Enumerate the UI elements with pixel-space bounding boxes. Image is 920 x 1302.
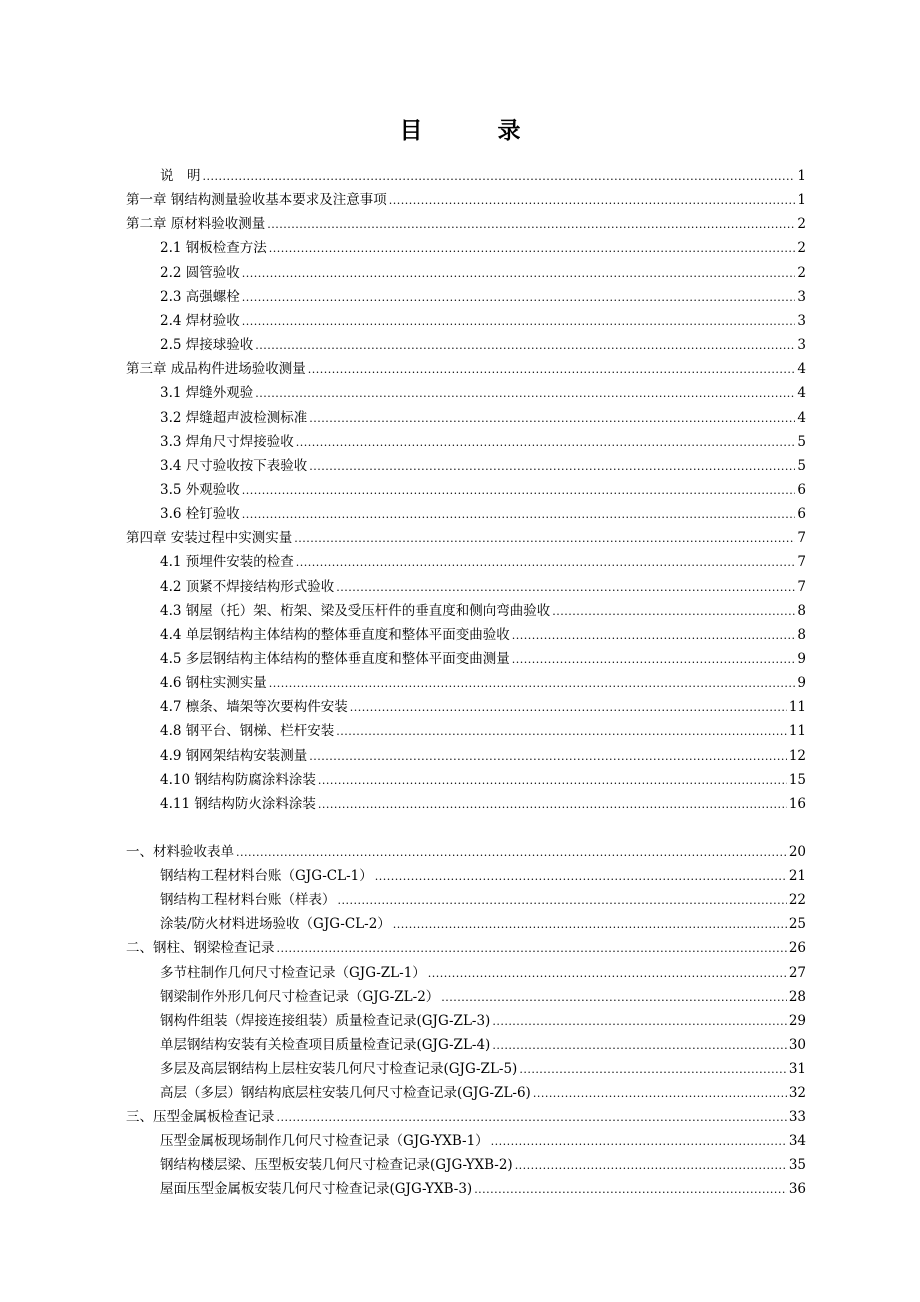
- toc-entry[interactable]: [126, 840, 806, 864]
- toc-entry[interactable]: [160, 912, 806, 936]
- toc-entry[interactable]: [160, 695, 806, 719]
- toc-entry-label: 三、压型金属板检查记录: [126, 1109, 275, 1126]
- toc-entry-label: 3.6 栓钉验收: [160, 506, 240, 523]
- toc-page-number: 3: [797, 337, 806, 354]
- toc-entry-label: 3.3 焊角尺寸焊接验收: [160, 433, 294, 450]
- toc-page-number: 32: [788, 1085, 806, 1101]
- toc-entry[interactable]: [160, 261, 806, 285]
- toc-entry[interactable]: [160, 381, 806, 405]
- toc-entry-label: 2.5 焊接球验收: [160, 337, 254, 354]
- toc-entry-label: 多层及高层钢结构上层柱安装几何尺寸检查记录(GJG-ZL-5): [160, 1060, 518, 1077]
- toc-dot-leader: [236, 841, 787, 865]
- toc-page-number: 7: [797, 578, 806, 595]
- toc-entry[interactable]: [160, 792, 806, 816]
- toc-entry[interactable]: [126, 936, 806, 960]
- toc-page-number: 29: [788, 1012, 806, 1029]
- toc-entry-label: 4.1 预埋件安装的检查: [160, 554, 294, 571]
- toc-dot-leader: [441, 986, 787, 1010]
- toc-dot-leader: [309, 745, 787, 769]
- toc-entry[interactable]: [160, 1009, 806, 1033]
- toc-entry[interactable]: [160, 478, 806, 502]
- toc-page-number: 6: [797, 481, 806, 498]
- toc-entry[interactable]: [160, 309, 806, 333]
- toc-page-number: 34: [788, 1133, 806, 1150]
- toc-entry[interactable]: [160, 961, 806, 985]
- toc-entry-label: 3.5 外观验收: [160, 481, 240, 498]
- toc-dot-leader: [203, 165, 796, 189]
- toc-page-number: 9: [797, 651, 806, 667]
- toc-dot-leader: [474, 1178, 787, 1202]
- toc-dot-leader: [552, 600, 795, 624]
- toc-page-number: 33: [788, 1109, 806, 1126]
- toc-entry-label: 4.10 钢结构防腐涂料涂装: [160, 771, 316, 788]
- toc-entry[interactable]: [160, 1057, 806, 1081]
- toc-entry-label: 屋面压型金属板安装几何尺寸检查记录(GJG-YXB-3): [160, 1181, 473, 1198]
- toc-dot-leader: [277, 1106, 787, 1130]
- toc-dot-leader: [492, 1034, 786, 1058]
- toc-dot-leader: [375, 865, 787, 889]
- toc-entry[interactable]: [160, 888, 806, 912]
- toc-page-number: 8: [797, 602, 806, 619]
- toc-entry[interactable]: [160, 454, 806, 478]
- toc-entry[interactable]: [160, 719, 806, 743]
- toc-entry-label: 二、钢柱、钢梁检查记录: [126, 940, 275, 957]
- toc-dot-leader: [242, 310, 796, 334]
- toc-dot-leader: [491, 1130, 787, 1154]
- toc-page-number: 2: [797, 216, 806, 233]
- toc-entry[interactable]: [160, 164, 806, 188]
- toc-dot-leader: [519, 1058, 786, 1082]
- toc-entry-label: 第一章 钢结构测量验收基本要求及注意事项: [126, 192, 387, 209]
- toc-entry-label: 第二章 原材料验收测量: [126, 216, 266, 233]
- toc-dot-leader: [255, 382, 795, 406]
- toc-entry[interactable]: [160, 1177, 806, 1201]
- toc-page-number: 1: [797, 192, 806, 209]
- toc-page-number: 31: [788, 1060, 806, 1077]
- toc-entry-label: 4.11 钢结构防火涂料涂装: [160, 795, 316, 812]
- toc-dot-leader: [336, 576, 795, 600]
- toc-page-number: 35: [788, 1157, 806, 1174]
- toc-dot-leader: [242, 479, 796, 503]
- toc-dot-leader: [242, 286, 796, 310]
- toc-entry[interactable]: [126, 1105, 806, 1129]
- toc-entry-label: 压型金属板现场制作几何尺寸检查记录（GJG-YXB-1）: [160, 1133, 489, 1150]
- toc-entry-label: 钢结构楼层梁、压型板安装几何尺寸检查记录(GJG-YXB-2): [160, 1157, 513, 1174]
- toc-entry[interactable]: [126, 212, 806, 236]
- toc-entry[interactable]: [160, 1129, 806, 1153]
- toc-entry-label: 3.1 焊缝外观验: [160, 385, 254, 402]
- toc-entry[interactable]: [160, 768, 806, 792]
- toc-entry-label: 单层钢结构安装有关检查项目质量检查记录(GJG-ZL-4): [160, 1036, 491, 1053]
- toc-dot-leader: [309, 455, 795, 479]
- toc-dot-leader: [350, 696, 787, 720]
- toc-page-number: 30: [788, 1036, 806, 1053]
- toc-entry[interactable]: [160, 236, 806, 260]
- toc-dot-leader: [242, 503, 796, 527]
- toc-page-number: 6: [797, 506, 806, 523]
- toc-dot-leader: [318, 793, 787, 817]
- toc-entry-label: 2.4 焊材验收: [160, 312, 240, 329]
- toc-dot-leader: [318, 769, 787, 793]
- toc-entry[interactable]: [160, 744, 806, 768]
- toc-entry-label: 3.4 尺寸验收按下表验收: [160, 457, 308, 474]
- toc-dot-leader: [269, 672, 796, 696]
- toc-page-number: 11: [788, 723, 806, 740]
- toc-entry-label: 4.2 顶紧不焊接结构形式验收: [160, 578, 335, 595]
- toc-dot-leader: [512, 648, 796, 672]
- toc-page-number: 27: [788, 964, 806, 981]
- toc-entry-label: 钢构件组装（焊接连接组装）质量检查记录(GJG-ZL-3): [160, 1012, 491, 1029]
- toc-entry-label: 高层（多层）钢结构底层柱安装几何尺寸检查记录(GJG-ZL-6): [160, 1085, 531, 1101]
- toc-entry[interactable]: [160, 575, 806, 599]
- toc-page-number: 4: [797, 361, 806, 378]
- toc-entry-label: 钢梁制作外形几何尺寸检查记录（GJG-ZL-2）: [160, 988, 440, 1005]
- toc-entry-label: 4.7 檩条、墙架等次要构件安装: [160, 699, 348, 716]
- toc-entry[interactable]: [160, 333, 806, 357]
- toc-page-number: 25: [788, 916, 806, 933]
- toc-page-number: 28: [788, 988, 806, 1005]
- toc-page-number: 11: [788, 699, 806, 716]
- toc-entry-label: 一、材料验收表单: [126, 844, 234, 860]
- toc-entry[interactable]: [160, 502, 806, 526]
- toc-entry[interactable]: [160, 1081, 806, 1105]
- toc-dot-leader: [389, 189, 796, 213]
- toc-dot-leader: [533, 1082, 787, 1106]
- toc-entry[interactable]: [160, 1033, 806, 1057]
- toc-page-number: 15: [788, 771, 806, 788]
- toc-entry[interactable]: [160, 671, 806, 695]
- toc-dot-leader: [512, 624, 796, 648]
- toc-dot-leader: [242, 262, 796, 286]
- toc-dot-leader: [255, 334, 795, 358]
- toc-page-number: 5: [797, 433, 806, 450]
- toc-page-number: 7: [797, 530, 806, 547]
- toc-dot-leader: [267, 213, 795, 237]
- toc-entry-label: 2.1 钢板检查方法: [160, 240, 267, 257]
- toc-page-number: 22: [788, 892, 806, 909]
- toc-entry[interactable]: [160, 430, 806, 454]
- toc-entry[interactable]: [160, 285, 806, 309]
- toc-entry-label: 4.5 多层钢结构主体结构的整体垂直度和整体平面变曲测量: [160, 651, 510, 667]
- toc-entry[interactable]: [126, 357, 806, 381]
- toc-dot-leader: [308, 358, 796, 382]
- toc-page-number: 20: [788, 844, 806, 860]
- toc-page-number: 4: [797, 409, 806, 426]
- toc-entry-label: 4.4 单层钢结构主体结构的整体垂直度和整体平面变曲验收: [160, 626, 510, 643]
- toc-entry-label: 4.6 钢柱实测实量: [160, 675, 267, 692]
- toc-entry[interactable]: [160, 647, 806, 671]
- toc-entry-label: 钢结构工程材料台账（GJG-CL-1）: [160, 868, 373, 885]
- toc-entry[interactable]: [160, 985, 806, 1009]
- toc-page-number: 26: [788, 940, 806, 957]
- toc-dot-leader: [269, 237, 796, 261]
- toc-entry[interactable]: [160, 550, 806, 574]
- toc-dot-leader: [428, 962, 787, 986]
- toc-page-number: 1: [797, 168, 806, 184]
- toc-page-number: 3: [797, 288, 806, 305]
- toc-entry-label: 说 明: [160, 168, 201, 184]
- toc-entry[interactable]: [126, 526, 806, 550]
- toc-entry[interactable]: [126, 188, 806, 212]
- toc-entry[interactable]: [160, 599, 806, 623]
- toc-entry-label: 钢结构工程材料台账（样表）: [160, 892, 336, 909]
- toc-page-number: 4: [797, 385, 806, 402]
- toc-dot-leader: [277, 937, 787, 961]
- toc-page-number: 2: [797, 240, 806, 257]
- toc-dot-leader: [294, 527, 795, 551]
- toc-entry-label: 第四章 安装过程中实测实量: [126, 530, 293, 547]
- toc-entry-label: 2.2 圆管验收: [160, 264, 240, 281]
- toc-page-number: 36: [788, 1181, 806, 1198]
- toc-page-number: 3: [797, 312, 806, 329]
- toc-dot-leader: [296, 551, 796, 575]
- toc-entry[interactable]: [160, 406, 806, 430]
- toc-entry-label: 4.9 钢网架结构安装测量: [160, 747, 308, 764]
- toc-page-number: 21: [788, 868, 806, 885]
- toc-page-number: 12: [788, 747, 806, 764]
- toc-dot-leader: [492, 1010, 786, 1034]
- toc-entry-label: 涂装/防火材料进场验收（GJG-CL-2）: [160, 916, 391, 933]
- toc-entry-label: 2.3 高强螺栓: [160, 288, 240, 305]
- toc-dot-leader: [515, 1154, 787, 1178]
- toc-dot-leader: [296, 431, 796, 455]
- toc-page-number: 9: [797, 675, 806, 692]
- toc-entry-label: 4.3 钢屋（托）架、桁架、梁及受压杆件的垂直度和侧向弯曲验收: [160, 602, 551, 619]
- toc-page-number: 8: [797, 626, 806, 643]
- toc-dot-leader: [338, 889, 787, 913]
- toc-page-number: 5: [797, 457, 806, 474]
- page-title: 目 录: [399, 117, 547, 144]
- toc-page-number: 2: [797, 264, 806, 281]
- toc-page-number: 7: [797, 554, 806, 571]
- toc-page-number: 16: [788, 795, 806, 812]
- toc-dot-leader: [309, 407, 795, 431]
- toc-dot-leader: [393, 913, 787, 937]
- toc-entry-label: 第三章 成品构件进场验收测量: [126, 361, 306, 378]
- toc-entry[interactable]: [160, 1153, 806, 1177]
- toc-entry[interactable]: [160, 623, 806, 647]
- toc-entry-label: 4.8 钢平台、钢梯、栏杆安装: [160, 723, 335, 740]
- toc-entry-label: 3.2 焊缝超声波检测标准: [160, 409, 308, 426]
- toc-entry-label: 多节柱制作几何尺寸检查记录（GJG-ZL-1）: [160, 964, 426, 981]
- toc-entry[interactable]: [160, 864, 806, 888]
- toc-dot-leader: [336, 720, 787, 744]
